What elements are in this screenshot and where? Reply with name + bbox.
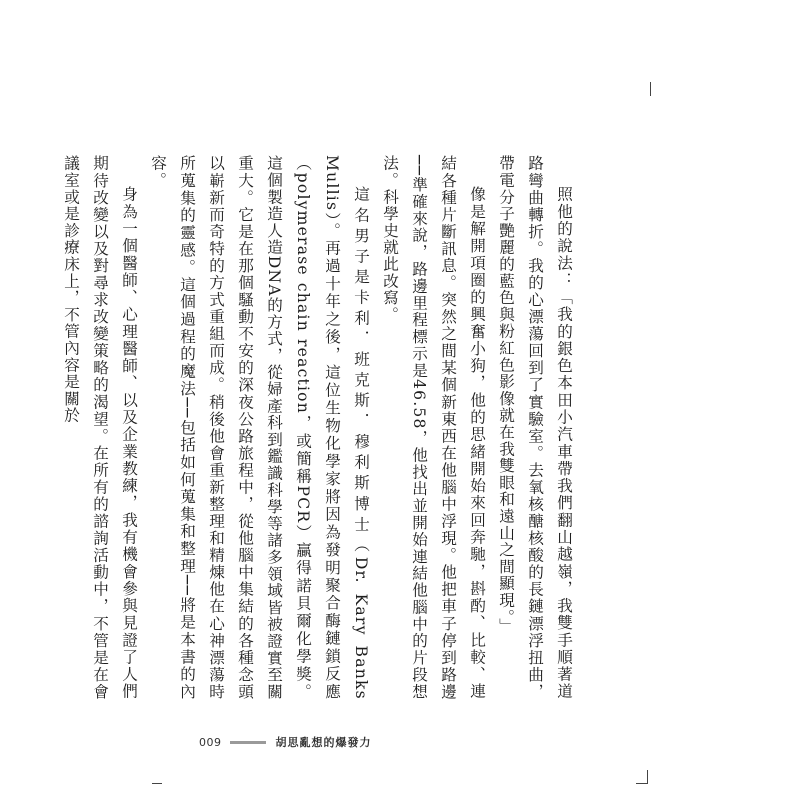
crop-mark-bottom-left-horizontal (152, 783, 162, 784)
paragraph-4: 身為一個醫師、心理醫師、以及企業教練，我有機會參與見證了人們期待改變以及對尋求改變策略的渴望。在所有的諮詢活動中，不管是在會議室或是診療床上，不管內容是關於 (62, 155, 138, 700)
page-footer (199, 734, 372, 750)
paragraph-3: 這名男子是卡利．班克斯．穆利斯博士（Dr. Kary Banks Mullis）。再過十年之後，這位生物化學家將因為發明聚合酶鏈鎖反應（polymerase chain reaction，或簡稱PCR）贏得諾貝爾化學獎。這個製造人造DNA的方式，從婦產科到鑑識科學等諸多領域皆被證實至關重大。它是在那個騷動不安的深夜公路旅程中，從他腦中集結的各種念頭以嶄新而奇特的方式重組而成。稍後他會重新整理和精煉他在心神漂蕩時所蒐集的靈感。這個過程的魔法──包括如何蒐集和整理──將是本書的內容。 (149, 155, 370, 701)
footer-divider (230, 741, 266, 744)
paragraph-2: 像是解開項圈的興奮小狗，他的思緒開始來回奔馳，斟酌、比較、連結各種片斷訊息。突然之間某個新東西在他腦中浮現。他把車子停到路邊──準確來說，路邊里程標示是46.58，他找出並開始連結他腦中的片段想法。科學史就此改寫。 (381, 155, 486, 700)
crop-mark-top-right (650, 82, 651, 96)
crop-mark-bottom-right-vertical (647, 770, 648, 784)
paragraph-1: 照他的說法：「我的銀色本田小汽車帶我們翻山越嶺，我雙手順著道路彎曲轉折。我的心漂蕩回到了實驗室。去氧核醣核酸的長鏈漂浮扭曲，帶電分子艷麗的藍色與粉紅色影像就在我雙眼和遠山之間顯現。」 (497, 155, 573, 700)
running-title: 胡思亂想的爆發力 (275, 736, 372, 749)
body-text (62, 155, 578, 701)
page-number: 009 (199, 735, 222, 749)
crop-mark-bottom-right-horizontal (636, 783, 647, 784)
